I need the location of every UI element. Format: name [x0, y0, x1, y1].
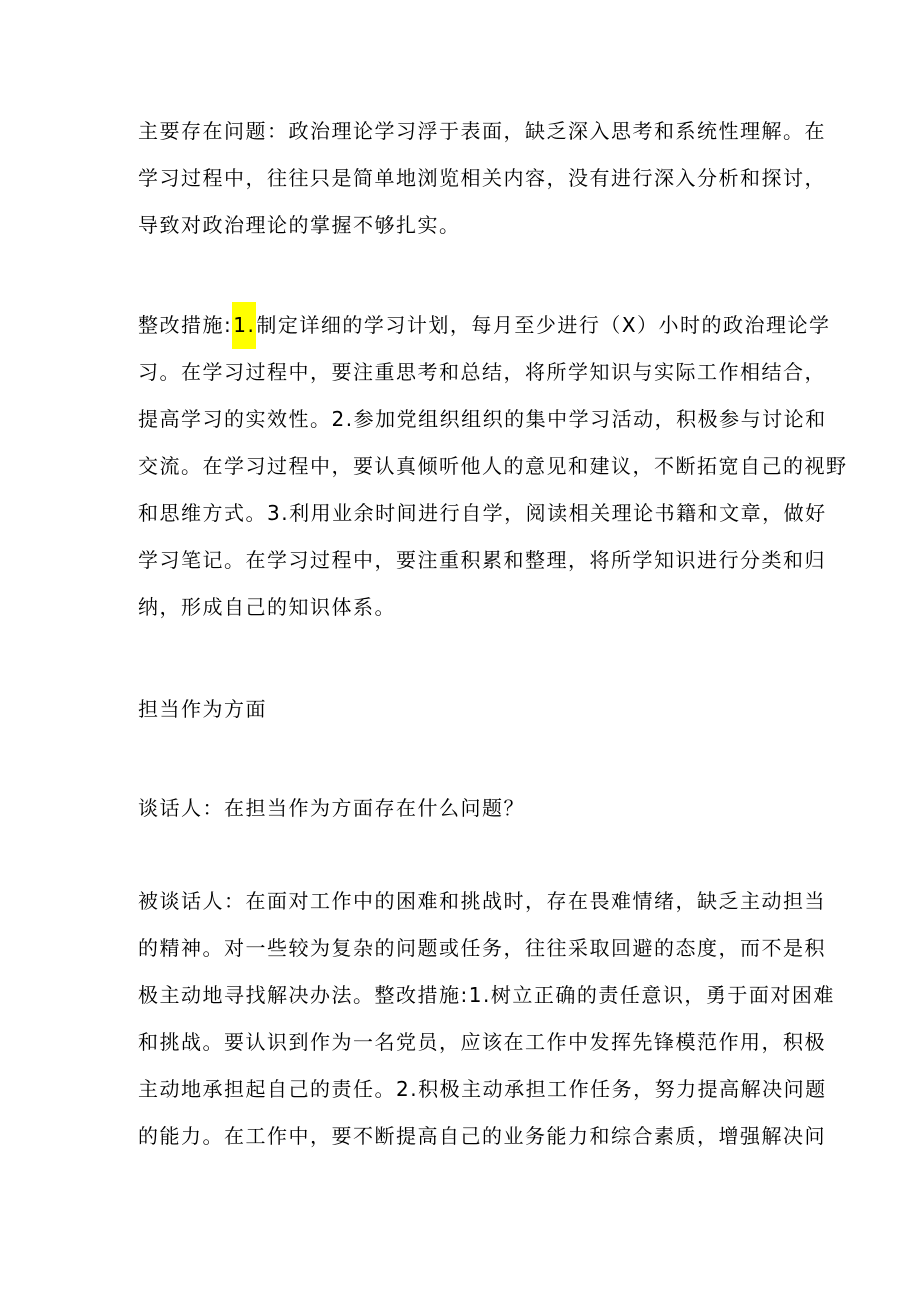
text-line: 主动地承担起自己的责任。2.积极主动承担工作任务，努力提高解决问题	[138, 1077, 827, 1101]
paragraph-interviewee-answer	[138, 878, 835, 1160]
text-line: 纳，形成自己的知识体系。	[138, 595, 396, 619]
text-line: 主要存在问题：政治理论学习浮于表面，缺乏深入思考和系统性理解。在	[138, 119, 826, 143]
highlighted-number: 1.	[232, 302, 256, 349]
text-line: 交流。在学习过程中，要认真倾听他人的意见和建议，不断拓宽自己的视野	[138, 454, 848, 478]
text-line	[138, 302, 831, 349]
text-line: 导致对政治理论的掌握不够扎实。	[138, 213, 461, 237]
text-line: 提高学习的实效性。2.参加党组织组织的集中学习活动，积极参与讨论和	[138, 407, 827, 431]
text-line: 和挑战。要认识到作为一名党员，应该在工作中发挥先锋模范作用，积极	[138, 1030, 826, 1054]
paragraph-interviewer-question	[138, 785, 786, 832]
paragraph-main-problem	[138, 108, 826, 249]
paragraph-rectification-measures	[138, 302, 848, 631]
text-line: 的能力。在工作中，要不断提高自己的业务能力和综合素质，增强解决问	[138, 1124, 826, 1148]
text-line: 被谈话人：在面对工作中的困难和挑战时，存在畏难情绪，缺乏主动担当	[138, 889, 826, 913]
measures-label: 整改措施:	[138, 313, 233, 337]
text-line: 的精神。对一些较为复杂的问题或任务，往往采取回避的态度，而不是积	[138, 936, 826, 960]
section-heading	[138, 686, 786, 733]
text-line: 极主动地寻找解决办法。整改措施:1.树立正确的责任意识，勇于面对困难	[138, 983, 835, 1007]
text-line: 学习笔记。在学习过程中，要注重积累和整理，将所学知识进行分类和归	[138, 548, 826, 572]
text-line: 担当作为方面	[138, 697, 267, 721]
text-line: 和思维方式。3.利用业余时间进行自学，阅读相关理论书籍和文章，做好	[138, 501, 827, 525]
text-line: 习。在学习过程中，要注重思考和总结，将所学知识与实际工作相结合，	[138, 360, 826, 384]
measures-text: 制定详细的学习计划，每月至少进行（X）小时的政治理论学	[256, 313, 831, 337]
text-line: 谈话人：在担当作为方面存在什么问题？	[138, 796, 525, 820]
text-line: 学习过程中，往往只是简单地浏览相关内容，没有进行深入分析和探讨，	[138, 166, 826, 190]
